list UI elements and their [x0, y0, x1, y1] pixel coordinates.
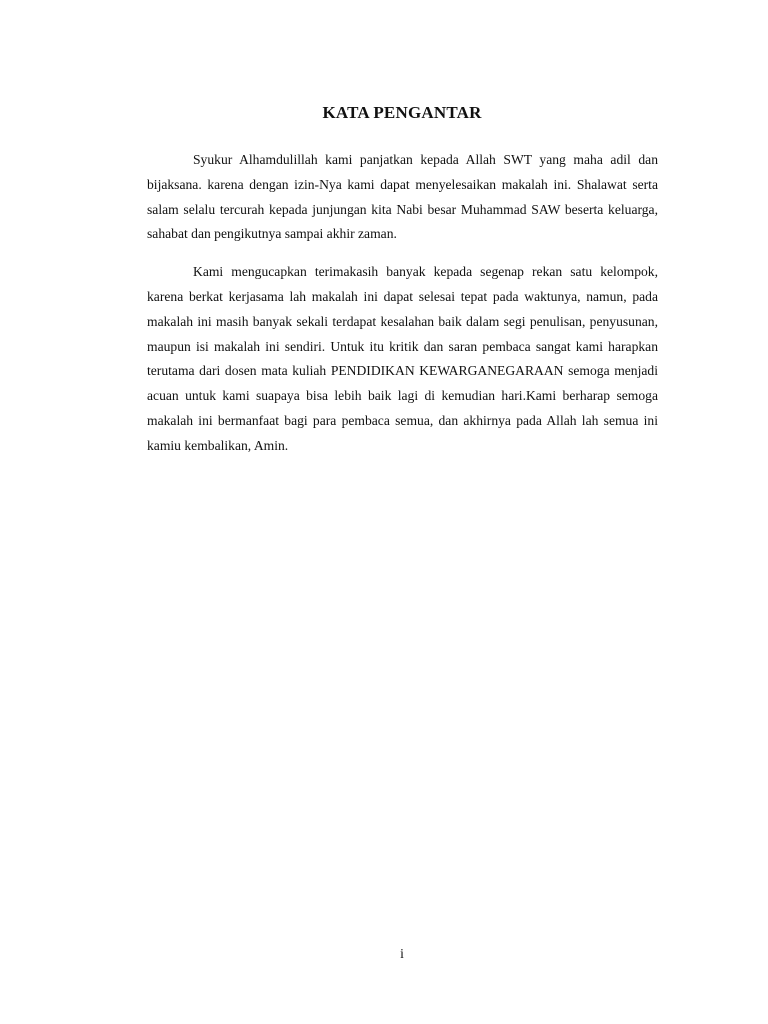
- paragraph-acknowledgement: Kami mengucapkan terimakasih banyak kepada segenap rekan satu kelompok, karena berkat kerjasama lah makalah ini dapat selesai tepat pada waktunya, namun, pada makalah ini masih banyak sekali terdapat kesalahan baik dalam segi penulisan, penyusunan, maupun isi makalah ini sendiri. Untuk itu kritik dan saran pembaca sangat kami harapkan terutama dari dosen mata kuliah PENDIDIKAN KEWARGANEGARAAN semoga menjadi acuan untuk kami suapaya bisa lebih baik lagi di kemudian hari.Kami berharap semoga makalah ini bermanfaat bagi para pembaca semua, dan akhirnya pada Allah lah semua ini kamiu kembalikan, Amin.: [147, 264, 658, 453]
- page-title: KATA PENGANTAR: [322, 103, 482, 122]
- page-number: i: [400, 946, 404, 961]
- paragraph-gratitude: Syukur Alhamdulillah kami panjatkan kepada Allah SWT yang maha adil dan bijaksana. karena dengan izin-Nya kami dapat menyelesaikan makalah ini. Shalawat serta salam selalu tercurah kepada junjungan kita Nabi besar Muhammad SAW beserta keluarga, sahabat dan pengikutnya sampai akhir zaman.: [147, 152, 658, 242]
- document-body: [147, 148, 658, 459]
